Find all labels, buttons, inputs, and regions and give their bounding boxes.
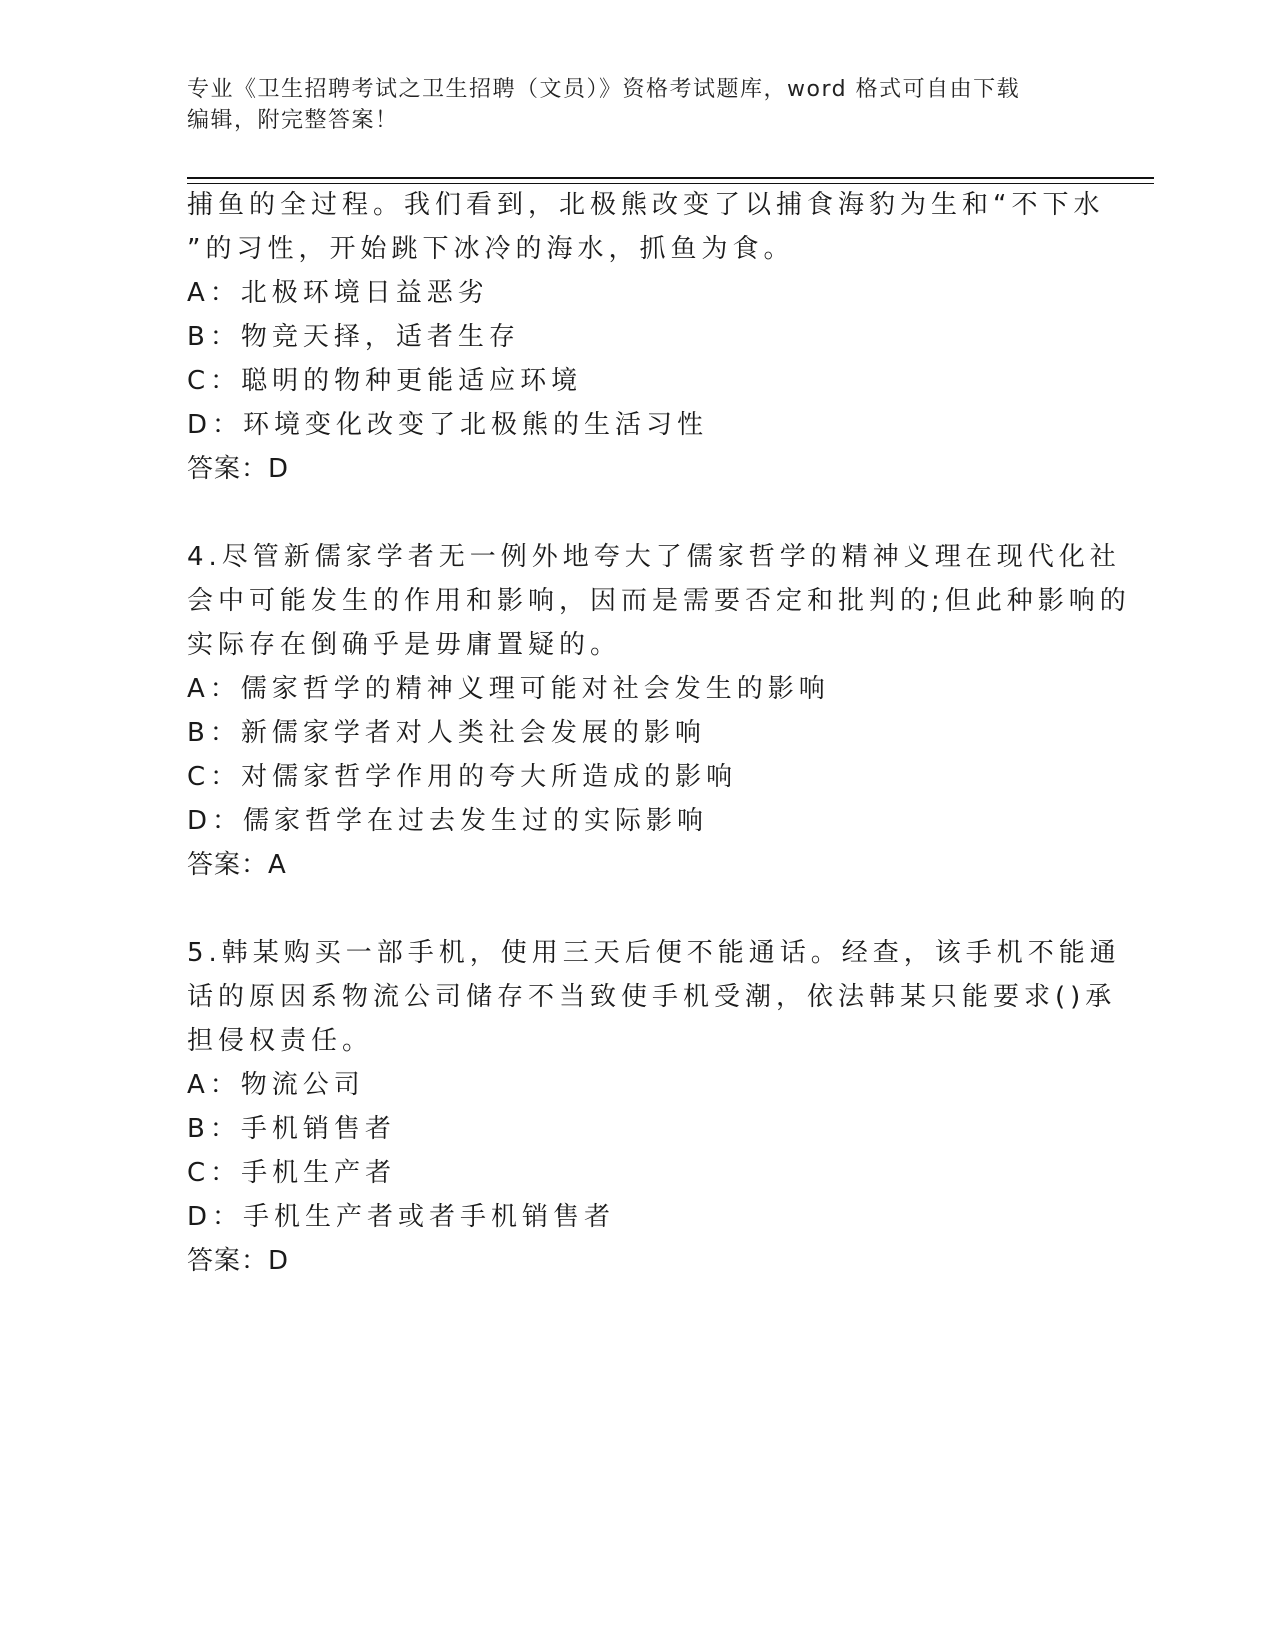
q3-option-c: C：聪明的物种更能适应环境 xyxy=(187,366,583,396)
q3-option-a: A：北极环境日益恶劣 xyxy=(187,278,489,308)
q5-option-a: A：物流公司 xyxy=(187,1070,365,1100)
q5-option-c: C：手机生产者 xyxy=(187,1158,397,1188)
header-line-1: 专业《卫生招聘考试之卫生招聘（文员）》资格考试题库，word 格式可自由下载 xyxy=(187,77,1021,102)
q5-answer: 答案：D xyxy=(187,1246,290,1276)
q4-option-a: A：儒家哲学的精神义理可能对社会发生的影响 xyxy=(187,674,830,704)
q4-stem-line-2: 会中可能发生的作用和影响，因而是需要否定和批判的;但此种影响的 xyxy=(187,586,1131,616)
q3-answer: 答案：D xyxy=(187,454,290,484)
q5-stem-line-1: 5.韩某购买一部手机，使用三天后便不能通话。经查，该手机不能通 xyxy=(187,938,1121,968)
q3-option-d: D：环境变化改变了北极熊的生活习性 xyxy=(187,410,709,440)
header-line-2: 编辑，附完整答案！ xyxy=(187,108,399,133)
q4-stem-line-1: 4.尽管新儒家学者无一例外地夸大了儒家哲学的精神义理在现代化社 xyxy=(187,542,1121,572)
q4-stem-line-3: 实际存在倒确乎是毋庸置疑的。 xyxy=(187,630,622,660)
q5-option-b: B：手机销售者 xyxy=(187,1114,396,1144)
header-divider-thick xyxy=(187,177,1154,179)
q4-answer: 答案：A xyxy=(187,850,287,880)
q4-option-b: B：新儒家学者对人类社会发展的影响 xyxy=(187,718,706,748)
page-header xyxy=(187,74,1087,136)
q3-stem-line-1: 捕鱼的全过程。我们看到，北极熊改变了以捕食海豹为生和“不下水 xyxy=(187,190,1105,220)
q5-stem-line-3: 担侵权责任。 xyxy=(187,1026,374,1056)
q5-option-d: D：手机生产者或者手机销售者 xyxy=(187,1202,616,1232)
q4-option-d: D：儒家哲学在过去发生过的实际影响 xyxy=(187,806,709,836)
q3-stem-line-2: ”的习性，开始跳下冰冷的海水，抓鱼为食。 xyxy=(187,234,795,264)
q4-option-c: C：对儒家哲学作用的夸大所造成的影响 xyxy=(187,762,738,792)
q3-option-b: B：物竞天择，适者生存 xyxy=(187,322,520,352)
q5-stem-line-2: 话的原因系物流公司储存不当致使手机受潮，依法韩某只能要求()承 xyxy=(187,982,1117,1012)
